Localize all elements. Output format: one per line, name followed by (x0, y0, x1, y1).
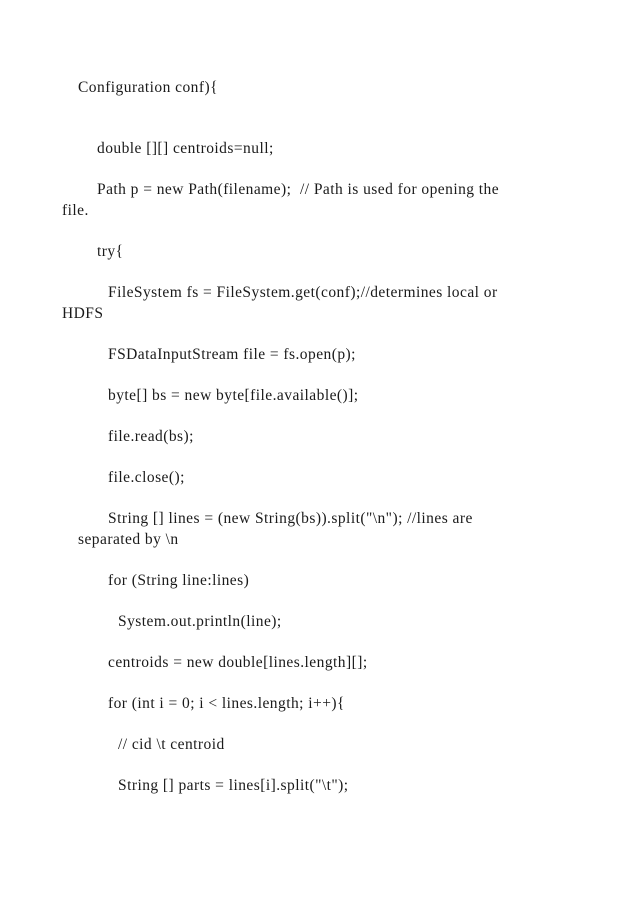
code-line: separated by \n (78, 531, 179, 548)
code-line: try{ (97, 243, 124, 260)
code-line: for (String line:lines) (108, 572, 250, 589)
code-line: file.read(bs); (108, 428, 194, 445)
code-line: String [] lines = (new String(bs)).split("\n"); //lines are (108, 510, 473, 527)
code-line: FSDataInputStream file = fs.open(p); (108, 346, 356, 363)
code-line: Path p = new Path(filename); // Path is used for opening the (97, 181, 500, 198)
code-line: System.out.println(line); (118, 613, 282, 630)
code-line: String [] parts = lines[i].split("\t"); (118, 777, 349, 794)
code-line: for (int i = 0; i < lines.length; i++){ (108, 695, 345, 712)
code-line: FileSystem fs = FileSystem.get(conf);//determines local or (108, 284, 498, 301)
code-line: file. (62, 202, 89, 219)
code-line: double [][] centroids=null; (97, 140, 274, 157)
code-line: Configuration conf){ (78, 79, 218, 96)
code-line: file.close(); (108, 469, 185, 486)
code-line: centroids = new double[lines.length][]; (108, 654, 368, 671)
code-line: HDFS (62, 305, 104, 322)
code-line: byte[] bs = new byte[file.available()]; (108, 387, 359, 404)
code-line: // cid \t centroid (118, 736, 225, 753)
